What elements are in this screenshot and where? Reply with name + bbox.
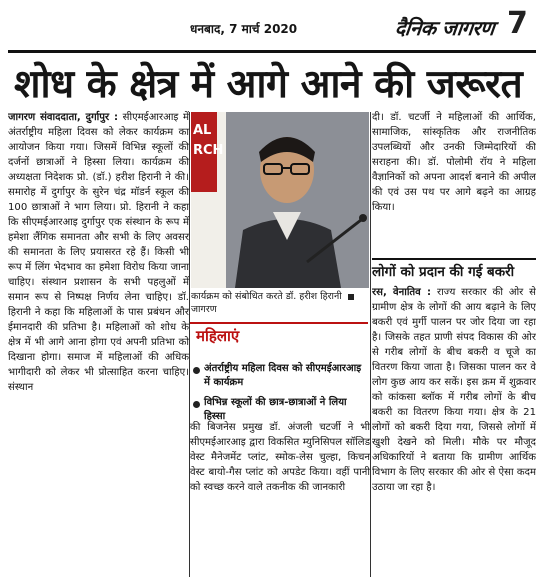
- article-dateline: जागरण संवाददाता, दुर्गापुर :: [8, 112, 119, 123]
- highlights-box: [190, 322, 368, 420]
- second-story-body: [372, 285, 536, 575]
- page-number: 7: [507, 6, 528, 41]
- second-story-dateline: रस, वेनातिव :: [372, 287, 432, 298]
- header-date: धनबाद, 7 मार्च 2020: [190, 22, 298, 36]
- article-body-3: दी। डॉ. चटर्जी ने महिलाओं की आर्थिक, सामाजिक, सांस्कृतिक और राजनीतिक उपलब्धियों और उनकी जिम्मेदारियों की सराहना की। डॉ. पोलोमी रॉय ने महिला वैज्ञानिकों को अपना आदर्श बनाने की अपील की एवं उस पथ पर आगे बढ़ने का आग्रह किया।: [372, 112, 536, 213]
- photo-caption: [191, 290, 369, 316]
- second-story-title: लोगों को प्रदान की गई बकरी: [372, 264, 515, 280]
- svg-text:RCH: RCH: [193, 143, 224, 158]
- highlight-item-1: अंतर्राष्ट्रीय महिला दिवस को सीएमईआरआइ में कार्यक्रम: [204, 363, 362, 388]
- column-divider: [370, 112, 371, 577]
- article-column-2: [190, 420, 370, 580]
- highlights-title: महिलाएं: [196, 327, 240, 345]
- photo-credit: जागरण: [191, 304, 217, 315]
- highlight-item-2: विभिन्न स्कूलों की छात्र-छात्राओं ने लिया हिस्सा: [204, 397, 347, 422]
- header-rule: [8, 50, 536, 53]
- highlight-bullet-icon: [193, 367, 200, 374]
- article-photo: [191, 112, 369, 288]
- speaker-photo: [191, 112, 369, 288]
- article-column-3: [372, 110, 536, 250]
- svg-text:AL: AL: [193, 123, 212, 138]
- caption-text: कार्यक्रम को संबोधित करते डॉ. हरीश हिरानी: [191, 291, 342, 302]
- article-column-1: [8, 110, 189, 580]
- highlight-bullet-icon: [193, 401, 200, 408]
- caption-bullet-icon: [348, 294, 354, 300]
- headline: शोध के क्षेत्र में आगे आने की जरूरत: [14, 62, 523, 107]
- article-body-2: की बिजनेस प्रमुख डॉ. अंजली चटर्जी ने भी सीएमईआरआइ द्वारा विकसित म्युनिसिपल सॉलिड वेस्ट मैनेजमेंट प्लांट, स्मोक-लेस चुल्हा, किचन वेस्ट बायो-गैस प्लांट को अपडेट किया। वहीं पानी को स्वच्छ करने वाले तकनीक की जानकारी: [190, 422, 370, 493]
- article-body-1: सीएमईआरआइ में अंतर्राष्ट्रीय महिला दिवस को लेकर कार्यक्रम का आयोजन किया गया। जिसमें विभिन्न स्कूलों की दर्जनों छात्राओं ने हिस्सा लिया। कार्यक्रम की अध्यक्षता निदेशक प्रो. (डॉ.) हरीश हिरानी ने की। समारोह में दुर्गापुर के सुरेन चंद्र मॉडर्न स्कूल की 100 छात्राओं ने भाग लिया। प्रो. हिरानी ने कहा कि सीएमईआरआइ दुर्गापुर एक संस्थान के रूप में हमेशा लैंगिक समानता और सभी के लिए अवसर की समानता के लिए प्रयासरत रहे हैं। किसी भी रूप में लिंग भेदभाव का हमेशा विरोध किया जाना चाहिए। संस्थान प्रशासन के सभी पहलुओं में समान रूप से निष्पक्ष निर्णय लेना चाहिए। डॉ. हिरानी ने कहा कि महिलाओं के पास प्रबंधन और ईमानदारी की प्रतिभा है। महिलाओं को शोध के क्षेत्र में भी आगे आना होगा एवं अपनी प्रतिभा को दिखाना होगा। समाज में महिलाओं की अधिक भागीदारी को लेकर भी प्रोत्साहित करना चाहिए। संस्थान: [8, 112, 189, 393]
- second-story-text: राज्य सरकार की ओर से ग्रामीण क्षेत्र के लोगों की आय बढ़ाने के लिए बकरी एवं मुर्गी पालन पर जोर दिया जा रहा है। जिसके तहत प्राणी संपद विकास की ओर से गरीब लोगों के बीच बकरी व चूजे का वितरण किया जाता है। जिसका पालन कर वे लोग कुछ आय कर सकें। इस क्रम में शुक्रवार को कांकसा ब्लॉक में गरीब लोगों के बीच बकरी का वितरण किया गया। क्षेत्र के 21 लोगों को बकरी दिया गया, जिससे लोगों में खुशी देखने को मिली। मौके पर मौजूद अधिकारियों ने बताया कि ग्रामीण आर्थिक विभाग के लिए सरकार की ओर से ऐसा कदम उठाया जा रहा है।: [372, 287, 536, 493]
- story-divider: [372, 258, 536, 260]
- newspaper-logo: दैनिक जागरण: [393, 16, 496, 40]
